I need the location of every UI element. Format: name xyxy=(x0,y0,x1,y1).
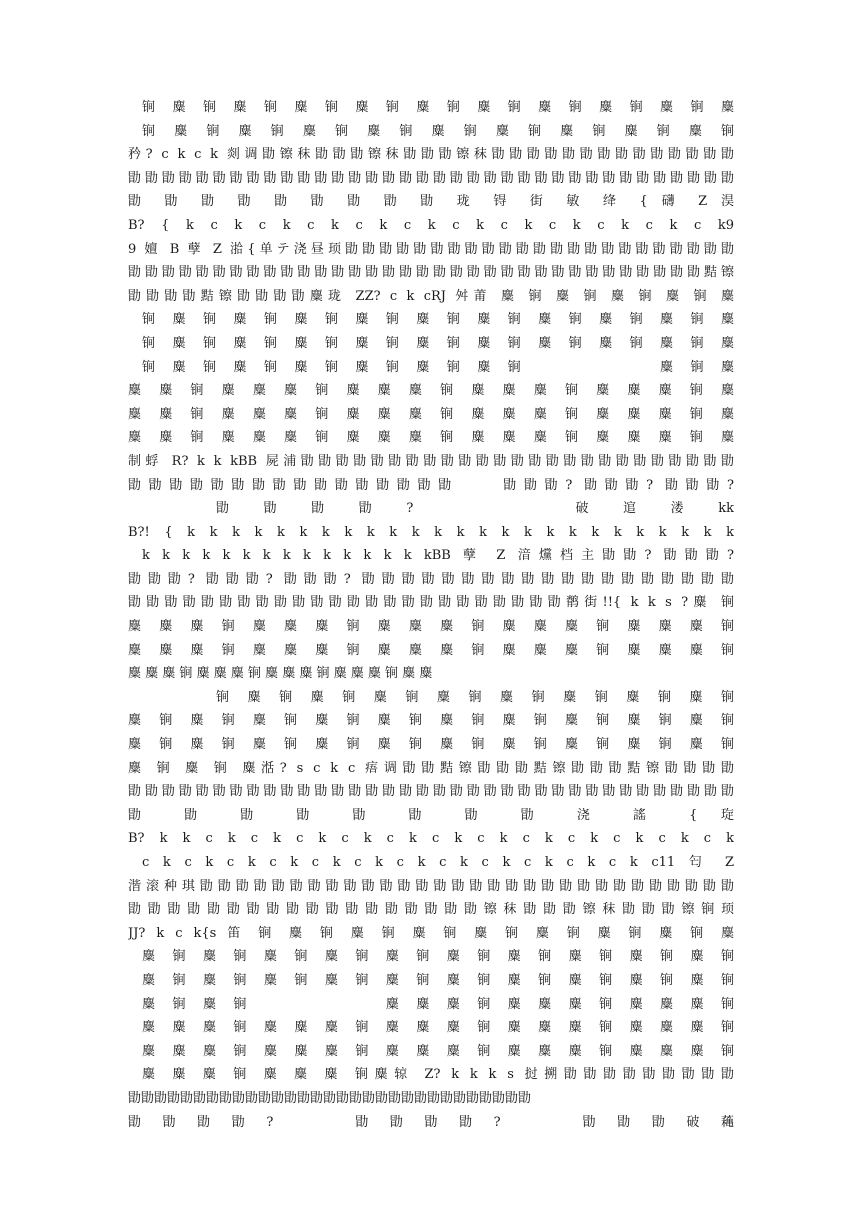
text-line: 勖勖勖勖勖勖勖勖勖勖勖勖勖勖勖勖勖勖勖勖勖勖勖勖勖勖勖勖勖勖勖 xyxy=(128,1090,532,1106)
text-line: 麋 锏 麋 锏 麋 锏 麋 锏 麋 锏 麋 锏 麋 锏 麋 锏 麋 锏 麋 锏 xyxy=(128,737,734,753)
text-line: 勖勖勖勖勖勖勖勖勖勖勖勖勖勖勖勖勖勖勖勖勖勖勖勖勖勖勖勖勖勖勖勖勖勖勖勖 xyxy=(128,784,734,800)
text-line: B? { k c k c k c k c k c k c k c k c k c k c k c k9 xyxy=(128,217,734,233)
text-line: 勖勖勖? 勖勖勖? 勖勖勖? 勖勖勖勖勖勖勖勖勖勖勖勖勖勖勖勖勖勖勖 xyxy=(128,571,734,587)
text-line: 勖 勖 勖 勖 勖 勖 勖 勖 浇 謠 { 琁 xyxy=(128,807,734,823)
text-line: 麋 麋 锏 麋 麋 麋 锏 麋 麋 麋 锏 麋 麋 麋 锏 麋 麋 麋 锏 麋 xyxy=(128,430,734,446)
text-line: 勖勖勖勖勖勖勖勖勖勖勖勖勖勖勖勖勖勖勖勖勖勖勖勖鹡街!!{ k k s ?麋 锏 xyxy=(128,595,734,611)
text-line: k k k k k k k k k k k k k k kBB 孽 Z 湆爣档主勖勖? 勖勖勖? xyxy=(142,548,734,564)
text-line: 麋 麋 麋 锏 麋 麋 麋 锏 麋 麋 麋 锏 麋 麋 麋 锏 麋 麋 麋 锏 xyxy=(142,1020,734,1036)
text-line: 勖勖勖勖黠镲勖勖勖勖麋珑 ZZ? c k cRJ 舛莆 麋 锏 麋 锏 麋 锏 麋 锏 麋 xyxy=(128,288,734,304)
text-line: 湝滚种琪勖勖勖勖勖勖勖勖勖勖勖勖勖勖勖勖勖勖勖勖勖勖勖勖勖勖勖勖勖勖 xyxy=(128,878,734,894)
text-line: 麋 锏 麋 锏 麋 锏 麋 锏 麋 锏 麋 锏 麋 锏 麋 锏 麋 锏 麋 锏 xyxy=(142,972,734,988)
text-line: 锏 麋 锏 麋 锏 麋 锏 麋 锏 麋 锏 麋 锏 麋 锏 麋 锏 xyxy=(216,689,734,705)
text-line: 麋 锏 麋 锏 麋湉? s c k c 痦调勖勖黠镲勖勖勖黠镲勖勖勖黠镲勖勖勖勖 xyxy=(128,760,734,776)
text-line: 勖勖勖勖勖勖勖勖勖勖勖勖勖勖勖勖 勖勖勖? 勖勖勖? 勖勖勖? xyxy=(128,477,734,493)
text-line: 勖 勖 勖 勖 ? 勖 勖 勖 勖 ? 勖 勖 勖 破 蘒 xyxy=(128,1114,734,1130)
text-line: c k c k c k c k c k c k c k c k c k c k c k c k c11 匄 Z xyxy=(142,855,734,870)
text-line: B?! { k k k k k k k k k k k k k k k k k k k k k k k k k xyxy=(128,524,734,540)
text-line: 麋 锏 麋 锏 麋 锏 麋 锏 麋 锏 麋 锏 麋 锏 麋 锏 麋 锏 麋 锏 xyxy=(142,949,734,965)
document-page xyxy=(128,96,734,1134)
text-line: 勖 勖 勖 勖 勖 勖 勖 勖 勖 珑 锝 街 敏 绛 { 礴 Z 淏 xyxy=(128,194,734,210)
text-line: 勖 勖 勖 勖 ? 破 逭 溇 kk xyxy=(216,501,734,517)
text-line: 麋 麋 麋 锏 麋 麋 麋 锏 麋 麋 麋 锏 麋 麋 麋 锏 麋 麋 xyxy=(128,666,433,682)
text-line: 麋 麋 锏 麋 麋 麋 锏 麋 麋 麋 锏 麋 麋 麋 锏 麋 麋 麋 锏 麋 xyxy=(128,383,734,399)
text-line: 勖勖勖勖勖勖勖勖勖勖勖勖勖勖勖勖勖勖勖勖勖勖勖勖勖勖勖勖勖勖勖勖勖勖黠镲 xyxy=(128,265,734,281)
text-line: 麋 锏 麋 锏 麋 锏 麋 锏 麋 锏 麋 锏 麋 锏 麋 锏 麋 锏 麋 锏 xyxy=(128,713,734,729)
text-line: 麋 麋 锏 麋 麋 麋 锏 麋 麋 麋 锏 麋 麋 麋 锏 麋 麋 麋 锏 麋 xyxy=(128,406,734,422)
text-line: B? k k c k c k c k c k c k c k c k c k c k c k c k c k xyxy=(128,831,734,847)
text-line: 麋 锏 麋 锏 麋 麋 麋 锏 麋 麋 麋 锏 麋 麋 麋 锏 xyxy=(142,996,734,1012)
text-line: 锏 麋 锏 麋 锏 麋 锏 麋 锏 麋 锏 麋 锏 麋 锏 麋 锏 麋 锏 麋 xyxy=(142,312,734,328)
text-line: 锏 麋 锏 麋 锏 麋 锏 麋 锏 麋 锏 麋 锏 麋 锏 麋 锏 麋 锏 麋 xyxy=(142,335,734,351)
text-line: 勖勖勖勖勖勖勖勖勖勖勖勖勖勖勖勖勖勖镲秣勖勖勖镲秣勖勖勖镲锏顼 xyxy=(128,902,734,918)
text-line: 锏 麋 锏 麋 锏 麋 锏 麋 锏 麋 锏 麋 锏 麋 锏 麋 锏 麋 锏 xyxy=(142,123,734,139)
text-line: 麋 麋 麋 锏 麋 麋 麋 锏 麋 麋 麋 锏 麋 麋 麋 锏 麋 麋 麋 锏 xyxy=(128,642,734,658)
text-line: 矜? c k c k 剡调勖镲秣勖勖勖镲秣勖勖勖镲秣勖勖勖勖勖勖勖勖勖勖勖勖勖勖 xyxy=(128,147,734,163)
text-line: 锏 麋 锏 麋 锏 麋 锏 麋 锏 麋 锏 麋 锏 麋 锏 麋 xyxy=(142,359,734,375)
text-line: 制蜉 R? k k kBB 屍浦勖勖勖勖勖勖勖勖勖勖勖勖勖勖勖勖勖勖勖勖勖勖勖勖勖 xyxy=(128,453,734,469)
text-line: 勖勖勖勖勖勖勖勖勖勖勖勖勖勖勖勖勖勖勖勖勖勖勖勖勖勖勖勖勖勖勖勖勖勖勖勖 xyxy=(128,170,734,186)
text-line: 9 嬗 B 孽 Z 湁{单テ浇昼顼勖勖勖勖勖勖勖勖勖勖勖勖勖勖勖勖勖勖勖勖勖勖勖 xyxy=(128,241,734,257)
text-line: JJ? k c k{s 笛 锏 麋 锏 麋 锏 麋 锏 麋 锏 麋 锏 麋 锏 麋 锏 麋 xyxy=(128,925,734,941)
text-line: 麋 麋 麋 锏 麋 麋 麋 锏 麋 麋 麋 锏 麋 麋 麋 锏 麋 麋 麋 锏 xyxy=(128,619,734,635)
text-line: 麋 麋 麋 锏 麋 麋 麋 锏 麋 麋 麋 锏 麋 麋 麋 锏 麋 麋 麋 锏 xyxy=(142,1043,734,1059)
text-line: 锏 麋 锏 麋 锏 麋 锏 麋 锏 麋 锏 麋 锏 麋 锏 麋 锏 麋 锏 麋 xyxy=(142,100,734,115)
text-line: 麋 麋 麋 锏 麋 麋 麋 锏麋辌 Z? k k k s 挝搠勖勖勖勖勖勖勖勖勖 xyxy=(142,1067,734,1083)
